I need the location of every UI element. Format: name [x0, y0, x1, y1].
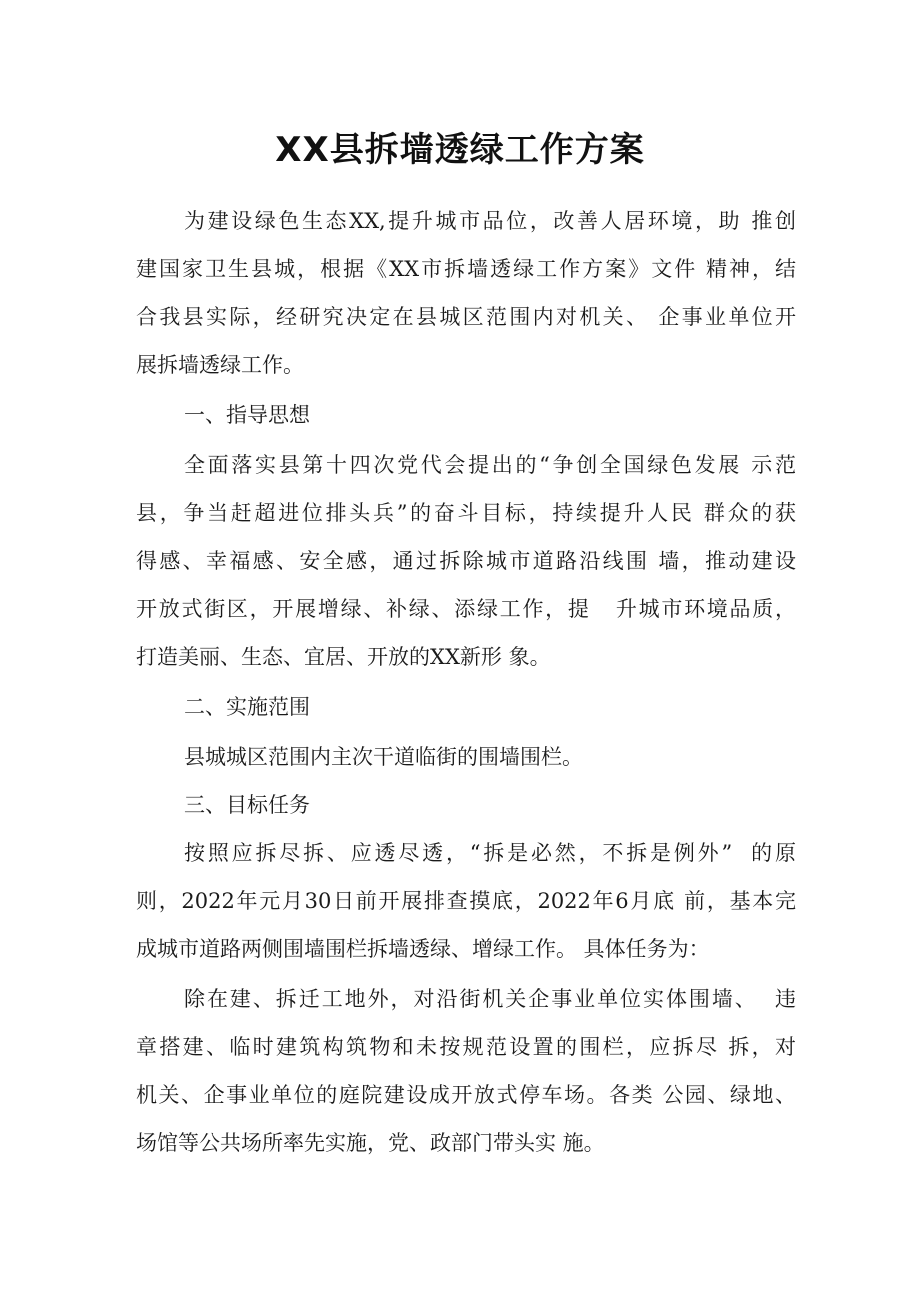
paragraph-line: 全面落实县第十四次党代会提出的“争创全国绿色发展 示范	[184, 453, 796, 477]
paragraph-line: 成城市道路两侧围墙围栏拆墙透绿、增绿工作。 具体任务为：	[136, 937, 710, 961]
section-heading: 三、目标任务	[184, 793, 310, 817]
paragraph-line: 场馆等公共场所率先实施，党、政部门带头实 施。	[136, 1131, 605, 1155]
section-heading: 一、指导思想	[184, 403, 310, 427]
document-title: XX县拆墙透绿工作方案	[275, 130, 645, 170]
paragraph-line: 机关、企事业单位的庭院建设成开放式停车场。各类 公园、绿地、	[136, 1083, 796, 1107]
paragraph-line: 县城城区范围内主次干道临街的围墙围栏。	[184, 745, 583, 769]
paragraph-line: 县，争当赶超进位排头兵”的奋斗目标，持续提升人民 群众的获	[136, 501, 796, 525]
paragraph-line: 则，2022年元月30日前开展排查摸底，2022年6月底 前，基本完	[136, 889, 796, 913]
paragraph-line: 合我县实际，经研究决定在县城区范围内对机关、 企事业单位开	[136, 305, 796, 329]
paragraph-line: 章搭建、临时建筑构筑物和未按规范设置的围栏，应拆尽 拆，对	[136, 1035, 796, 1059]
paragraph-line: 打造美丽、生态、宜居、开放的XX新形 象。	[136, 645, 551, 669]
paragraph-line: 为建设绿色生态XX,提升城市品位，改善人居环境，助 推创	[184, 209, 796, 233]
paragraph-line: 建国家卫生县城，根据《XX市拆墙透绿工作方案》文件 精神，结	[136, 257, 796, 281]
paragraph-line: 展拆墙透绿工作。	[136, 353, 304, 377]
paragraph-line: 得感、幸福感、安全感，通过拆除城市道路沿线围 墙，推动建设	[136, 549, 796, 573]
paragraph-line: 除在建、拆迁工地外，对沿街机关企事业单位实体围墙、 违	[184, 987, 796, 1011]
section-heading: 二、实施范围	[184, 695, 310, 719]
paragraph-line: 按照应拆尽拆、应透尽透，“拆是必然，不拆是例外” 的原	[184, 841, 796, 865]
paragraph-line: 开放式街区，开展增绿、补绿、添绿工作，提 升城市环境品质，	[136, 597, 796, 621]
